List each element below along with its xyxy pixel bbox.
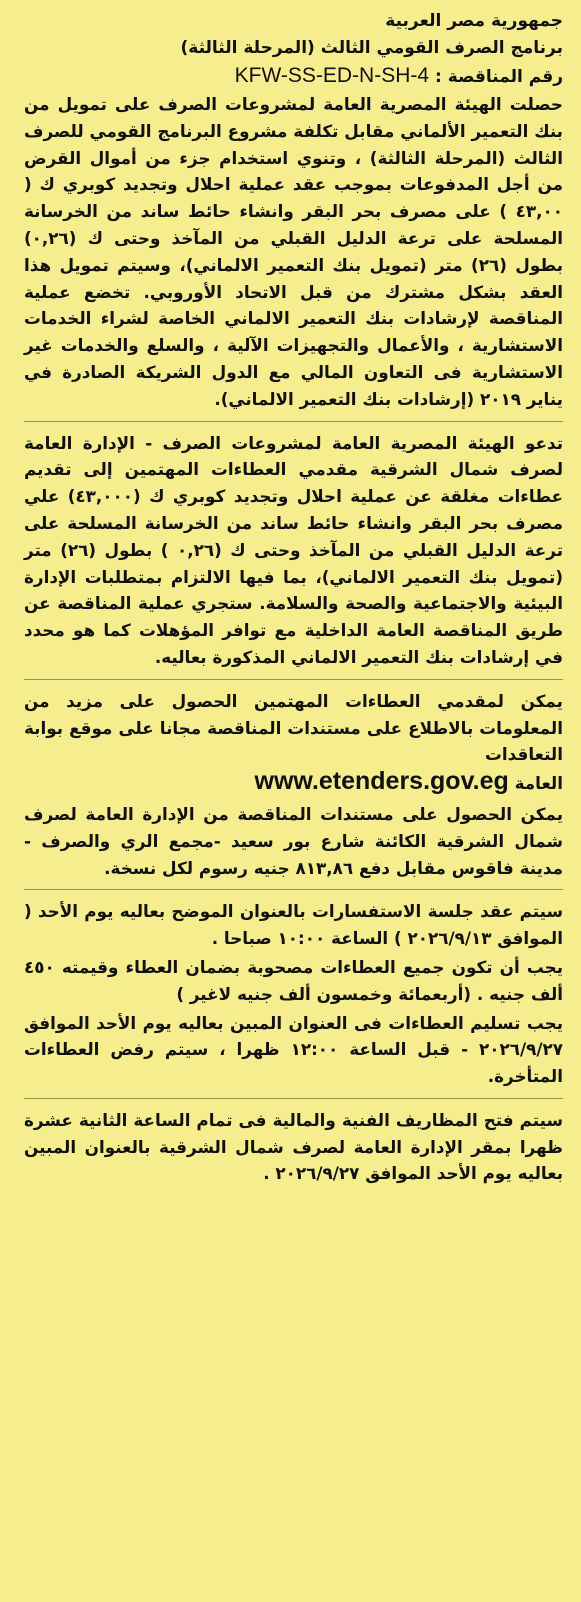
section-divider [24, 421, 563, 422]
info-paragraph: يمكن لمقدمي العطاءات المهتمين الحصول على مزيد من المعلومات بالاطلاع على مستندات المناقصة مجانا على موقع بوابة التعاقدات [24, 690, 563, 765]
invitation-paragraph: تدعو الهيئة المصرية العامة لمشروعات الصرف - الإدارة العامة لصرف شمال الشرقية مقدمي العطاءات المهتمين إلى تقديم عطاءات مغلقة عن عملية احلال وتجديد كوبري ك (٤٣,٠٠٠) علي مصرف بحر البقر وانشاء حائط ساند من الخرسانة المسلحة على ترعة الدليل القبلي من المآخذ وحتى ك (٠,٢٦ ) بطول (٢٦) متر (تمويل بنك التعمير الالماني)، بما فيها الالتزام بمتطلبات الإدارة البيئية والاجتماعية والصحة والسلامة. ستجري عملية المناقصة عن طريق المناقصة العامة الداخلية مع توافر المؤهلات كما هو محدد في إرشادات بنك التعمير الالماني المذكورة بعاليه. [24, 432, 564, 667]
inquiry-session-paragraph: سيتم عقد جلسة الاستفسارات بالعنوان الموضح بعاليه يوم الأحد ( الموافق ٢٠٢٦/٩/١٣ ) الساعة ١٠:٠٠ صباحا . [24, 901, 563, 949]
documents-paragraph: يمكن الحصول على مستندات المناقصة من الإدارة العامة لصرف شمال الشرقية الكائنة شارع بور سعيد -مجمع الري والصرف - مدينة فاقوس مقابل دفع ٨١٣,٨٦ جنيه رسوم لكل نسخة. [24, 803, 563, 878]
tender-number-code: KFW-SS-ED-N-SH-4 [234, 64, 430, 87]
tender-number-label: رقم المناقصة : [434, 67, 563, 87]
financing-paragraph: حصلت الهيئة المصرية العامة لمشروعات الصرف على تمويل من بنك التعمير الألماني مقابل تكلفة مشروع البرنامج القومي للصرف الثالث (المرحلة الثالثة) ، وتنوي استخدام جزء من أموال القرض من أجل المدفوعات بموجب عقد عملية احلال وتجديد كوبري ك ( ٤٣,٠٠ ) على مصرف بحر البقر وانشاء حائط ساند من الخرسانة المسلحة على ترعة الدليل القبلي من المآخذ وحتى ك (٠,٢٦) بطول (٢٦) متر (تمويل بنك التعمير الالماني)، وسيتم تمويل هذا العقد بشكل مشترك من قبل الاتحاد الأوروبي. تخضع عملية المناقصة لإرشادات بنك التعمير الالماني الخاصة لشراء الخدمات الاستشارية ، والأعمال والتجهيزات الآلية ، والسلع والخدمات غير الاستشارية فى التعاون المالي مع الدول الشريكة الصادرة في يناير ٢٠١٩ (إرشادات بنك التعمير الالماني). [24, 94, 563, 409]
bid-security-paragraph: يجب أن تكون جميع العطاءات مصحوبة بضمان العطاء وقيمته ٤٥٠ ألف جنيه . (أربعمائة وخمسون ألف جنيه لاغير ) [24, 956, 563, 1004]
tender-number-line [24, 62, 563, 91]
section-divider [24, 1098, 563, 1099]
website-line [24, 768, 563, 797]
bid-opening-paragraph: سيتم فتح المظاريف الفنية والمالية فى تمام الساعة الثانية عشرة ظهرا بمقر الإدارة العامة لصرف شمال الشرقية بالعنوان المبين بعاليه يوم الأحد الموافق ٢٠٢٦/٩/٢٧ . [24, 1109, 563, 1184]
program-title: برنامج الصرف القومي الثالث (المرحلة الثالثة) [180, 38, 563, 58]
country-name: جمهورية مصر العربية [385, 11, 563, 31]
section-divider [24, 889, 563, 890]
website-prefix: العامة [514, 773, 563, 794]
tenders-website-link[interactable]: www.etenders.gov.eg [254, 767, 509, 796]
section-divider [24, 679, 563, 680]
submission-deadline-paragraph: يجب تسليم العطاءات فى العنوان المبين بعاليه يوم الأحد الموافق ٢٠٢٦/٩/٢٧ - قبل الساعة ١٢:٠٠ ظهرا ، سيتم رفض العطاءات المتأخرة. [24, 1012, 563, 1087]
